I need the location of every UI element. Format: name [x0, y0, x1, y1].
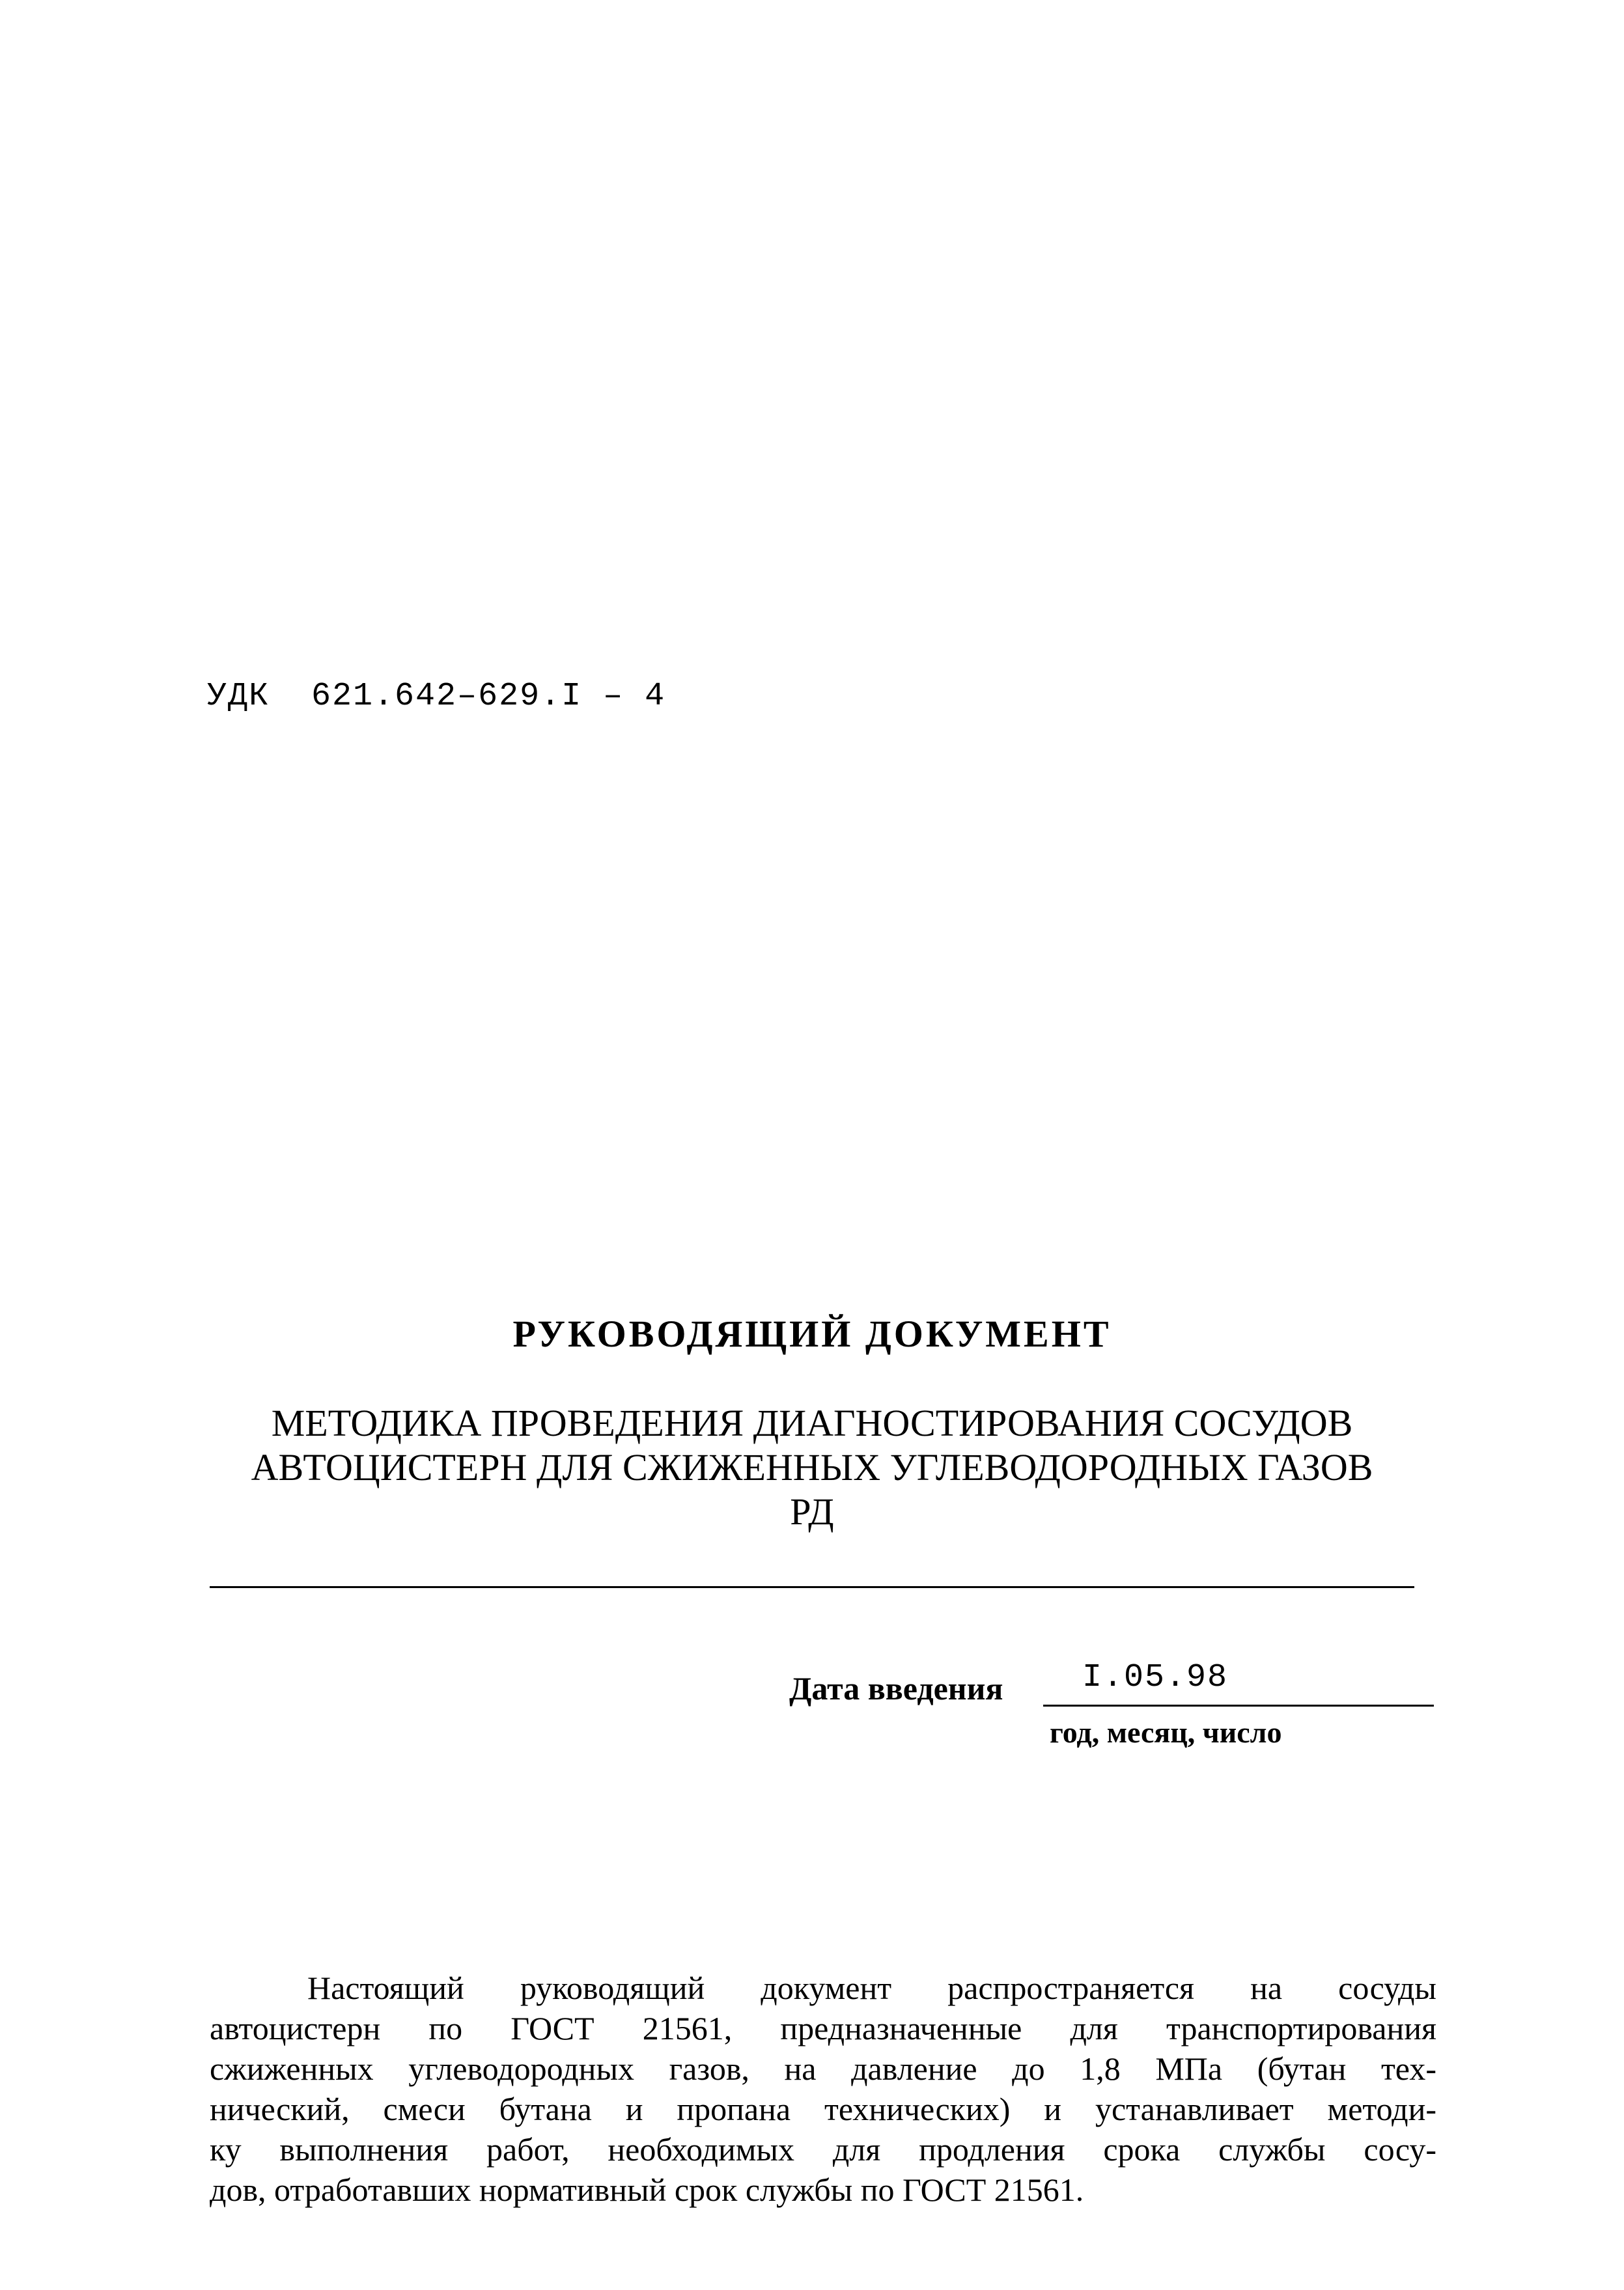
intro-line: дов, отработавших нормативный срок службы по ГОСТ 21561.: [210, 2171, 1084, 2208]
title-line-3: РД: [790, 1490, 834, 1533]
title-line-1: МЕТОДИКА ПРОВЕДЕНИЯ ДИАГНОСТИРОВАНИЯ СОСУДОВ: [271, 1402, 1353, 1444]
title-divider: [210, 1586, 1414, 1588]
intro-line: сжиженных углеводородных газов, на давление до 1,8 МПа (бутан тех-: [210, 2050, 1436, 2087]
introduction-date-caption: год, месяц, число: [1050, 1716, 1282, 1749]
introduction-date-label: Дата введения: [789, 1670, 1003, 1707]
title-line-2: АВТОЦИСТЕРН ДЛЯ СЖИЖЕННЫХ УГЛЕВОДОРОДНЫХ ГАЗОВ: [251, 1446, 1373, 1488]
introduction-date-field: [1043, 1659, 1434, 1707]
introduction-date-value: I.05.98: [1082, 1659, 1229, 1696]
intro-paragraph: [210, 1968, 1436, 2210]
document-title: [0, 1401, 1624, 1534]
intro-line: ку выполнения работ, необходимых для продления срока службы сосу-: [210, 2131, 1436, 2168]
intro-line: нический, смеси бутана и пропана технических) и устанавливает методи-: [210, 2091, 1436, 2127]
udk-code: УДК 621.642–629.I – 4: [207, 678, 666, 715]
intro-line: автоцистерн по ГОСТ 21561, предназначенные для транспортирования: [210, 2010, 1436, 2046]
intro-line: Настоящий руководящий документ распространяется на сосуды: [307, 1970, 1436, 2006]
document-type-heading: РУКОВОДЯЩИЙ ДОКУМЕНТ: [512, 1313, 1112, 1355]
